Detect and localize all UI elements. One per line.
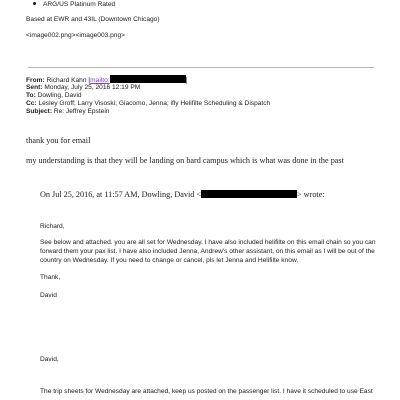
header-divider [28, 67, 374, 68]
from-mailto-link[interactable]: mailto: [90, 77, 110, 84]
to-label: To: [26, 92, 36, 99]
message1-thanks: Thank, [40, 274, 61, 281]
cc-value: Lesley Groff; Larry Visoski; Giacomo, Jenna; ifly Helifilte Scheduling & Dispatch [38, 100, 271, 107]
message1-body: See below and attached. you are all set for Wednesday. I have also included helifilte on this email chain so you can forward them your pax list. I have also included Jenna, Andrew's other assistant, on this email as I will be out of the country on Wednesday. If you need to change or cancel, pls let Jenna and Helifilte know. [40, 239, 376, 264]
subject-row [26, 107, 109, 116]
redacted-email-block [110, 75, 186, 83]
message2-greeting: David, [40, 356, 59, 363]
message1-greeting: Richard, [40, 223, 65, 230]
sent-label: Sent: [26, 84, 43, 91]
message2-body: The trip sheets for Wednesday are attached, keep us posted on the passenger list. I have it scheduled to use East [40, 388, 373, 395]
from-value: Richard Kahn [ [46, 77, 91, 84]
sent-value: Monday, July 25, 2016 12:19 PM [44, 84, 141, 91]
subject-value: Re: Jeffrey Epstein [53, 108, 110, 115]
reply-line-1: thank you for email [26, 136, 91, 145]
from-label: From: [26, 77, 45, 84]
from-close: ] [185, 77, 188, 84]
subject-label: Subject: [26, 108, 53, 115]
to-value: Dowling, David [37, 92, 82, 99]
message1-signature: David [40, 292, 57, 299]
cc-label: Cc: [26, 100, 37, 107]
bullet-item [33, 0, 115, 9]
redacted-email-block-2 [201, 190, 297, 198]
based-at-line: Based at EWR and 43IL (Downtown Chicago) [26, 16, 160, 23]
quote-intro-suffix: > wrote: [297, 190, 325, 199]
image-placeholders: <image002.png><image003.png> [26, 32, 125, 39]
quote-intro [40, 189, 325, 200]
bullet-dot-icon [33, 2, 36, 5]
bullet-text: ARG/US Platinum Rated [43, 1, 116, 8]
quote-intro-prefix: On Jul 25, 2016, at 11:57 AM, Dowling, David < [40, 190, 202, 199]
reply-line-2: my understanding is that they will be landing on bard campus which is what was done in the past [26, 156, 344, 165]
